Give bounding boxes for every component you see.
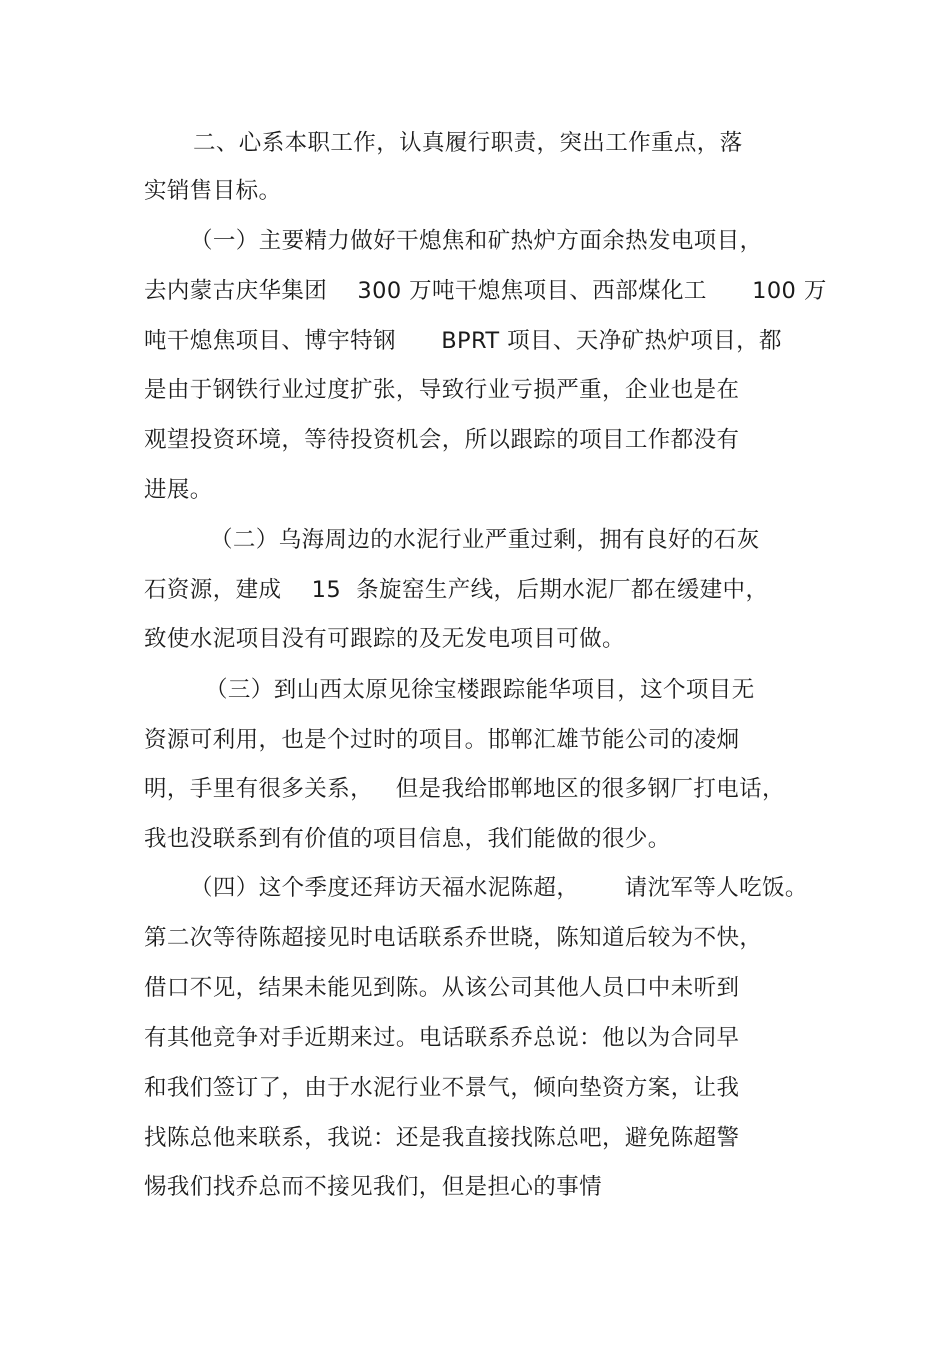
text-line: （一）主要精力做好干熄焦和矿热炉方面余热发电项目， [190,228,763,254]
text-line: 第二次等待陈超接见时电话联系乔世晓，陈知道后较为不快， [144,925,763,951]
text-line: 实销售目标。 [144,178,282,204]
text-line: 进展。 [144,477,213,503]
text-line: 找陈总他来联系，我说：还是我直接找陈总吧，避免陈超警 [144,1125,740,1151]
text-line: 明，手里有很多关系， 但是我给邯郸地区的很多钢厂打电话， [144,776,785,802]
text-line: 去内蒙古庆华集团 300 万吨干熄焦项目、西部煤化工 100 万 [144,278,827,304]
text-line: （三）到山西太原见徐宝楼跟踪能华项目，这个项目无 [205,677,755,703]
text-line: （二）乌海周边的水泥行业严重过剩，拥有良好的石灰 [210,527,760,553]
text-line: 石资源，建成 15 条旋窑生产线，后期水泥厂都在缓建中， [144,577,769,603]
text-line: 二、心系本职工作，认真履行职责，突出工作重点，落 [193,130,743,156]
text-line: 我也没联系到有价值的项目信息，我们能做的很少。 [144,826,671,852]
text-line: 观望投资环境，等待投资机会，所以跟踪的项目工作都没有 [144,427,740,453]
text-line: 有其他竞争对手近期来过。电话联系乔总说：他以为合同早 [144,1025,740,1051]
text-line: 致使水泥项目没有可跟踪的及无发电项目可做。 [144,626,625,652]
text-line: 惕我们找乔总而不接见我们，但是担心的事情 [144,1174,603,1200]
text-line: 借口不见，结果未能见到陈。从该公司其他人员口中未听到 [144,975,740,1001]
text-line: 和我们签订了，由于水泥行业不景气，倾向垫资方案，让我 [144,1075,740,1101]
text-line: 吨干熄焦项目、博宇特钢 BPRT 项目、天净矿热炉项目，都 [144,328,782,354]
text-line: 资源可利用，也是个过时的项目。邯郸汇雄节能公司的凌炯 [144,727,740,753]
text-line: 是由于钢铁行业过度扩张，导致行业亏损严重，企业也是在 [144,377,740,403]
text-line: （四）这个季度还拜访天福水泥陈超， 请沈军等人吃饭。 [190,875,808,901]
